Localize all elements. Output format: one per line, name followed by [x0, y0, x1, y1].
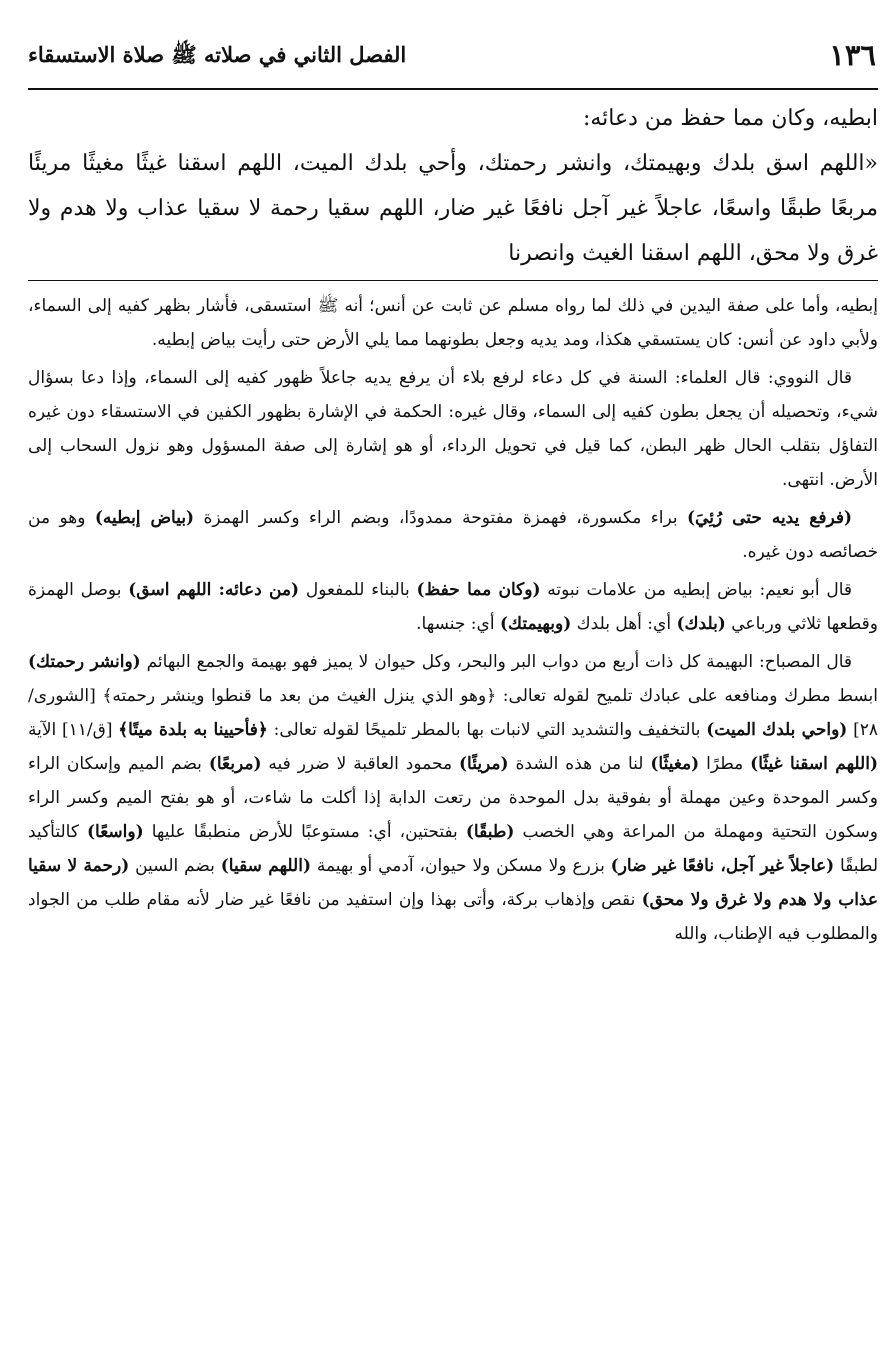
commentary-paragraph-2: قال النووي: قال العلماء: السنة في كل دعاء لرفع بلاء أن يرفع يديه جاعلاً ظهور كفيه إلى السماء، وإذا دعا بسؤال شيء، وتحصيله أن يجعل بطون كفيه إلى السماء، وقال غيره: الحكمة في الإشارة بظهور الكفين في الاستسقاء دون غيره التفاؤل بتقلب الحال ظهر البطن، كما قيل في تحويل الرداء، أو هو إشارة إلى صفة المسؤول وهو نزول السحاب إلى الأرض. انتهى.: [28, 368, 878, 490]
lemma: (عاجلاً غير آجل، نافعًا غير ضار): [610, 856, 835, 876]
commentary-text: [ق/١١] الآية: [28, 720, 119, 740]
lemma: (واحي بلدك الميت): [706, 720, 848, 740]
commentary-text: لنا من هذه الشدة: [508, 754, 651, 774]
lemma: (مريئًا): [458, 754, 509, 774]
commentary-separator: [28, 280, 878, 281]
commentary-text: أي: أهل بلدك: [571, 614, 677, 634]
commentary-text: قال أبو نعيم: بياض إبطيه من علامات نبوته: [540, 580, 853, 600]
lemma: (مربعًا): [208, 754, 262, 774]
commentary-text: بالتخفيف والتشديد التي لانبات بها بالمطر تلميحًا لقوله تعالى:: [267, 720, 707, 740]
commentary-text: نقص وإذهاب بركة، وأتى بهذا وإن استفيد من نافعًا غير ضار لأنه مقام طلب من الجواد والمطلوب فيه الإطناب، والله: [28, 890, 878, 944]
lemma: ﴿فأحيينا به بلدة ميتًا﴾: [118, 720, 268, 740]
commentary-text: محمود العاقبة لا ضرر فيه: [261, 754, 459, 774]
lemma: (رحمة لا سقيا عذاب ولا هدم ولا غرق ولا محق): [28, 856, 879, 910]
commentary-text: بضم السين: [129, 856, 221, 876]
lemma: (من دعائه: اللهم اسق): [128, 580, 300, 600]
commentary-text: بفتحتين، أي: مستوعبًا للأرض منطبقًا عليها: [143, 822, 466, 842]
commentary-text: أي: جنسها.: [416, 614, 500, 634]
commentary-text: كالتأكيد لطبقًا: [28, 822, 879, 876]
lemma: (اللهم اسقنا غيثًا): [750, 754, 878, 774]
page-number: ١٣٦: [829, 38, 876, 72]
lemma: (وبهيمتك): [499, 614, 572, 634]
commentary-paragraph-5: [28, 645, 878, 951]
lemma: (وانشر رحمتك): [28, 652, 141, 672]
header-rule: [28, 88, 878, 90]
commentary-paragraph-1: إبطيه، وأما على صفة اليدين في ذلك لما رواه مسلم عن ثابت عن أنس؛ أنه ﷺ استسقى، فأشار بظهر كفيه إلى السماء، ولأبي داود عن أنس: كان يستسقي هكذا، ومد يديه وجعل بطونهما مما يلي الأرض حتى رأيت بياض إبطيه.: [28, 296, 878, 350]
commentary-text: وهو من خصائصه دون غيره.: [28, 508, 878, 562]
commentary-paragraph-4: [28, 573, 878, 641]
commentary-text: بضم الميم وإسكان الراء وكسر الموحدة وعين مهملة أو بفوقية بدل الموحدة من رتعت الدابة إذا أكلت ما شاءت، أو هو بفتح الميم وكسر الراء وسكون التحتية ومهملة من المراعة وهي الخصب: [28, 754, 879, 842]
book-page: [28, 38, 878, 955]
running-title: الفصل الثاني في صلاته ﷺ صلاة الاستسقاء: [28, 42, 407, 67]
commentary-text: بالبناء للمفعول: [299, 580, 417, 600]
lemma: (واسعًا): [87, 822, 144, 842]
commentary-text: بوصل الهمزة وقطعها ثلاثي ورباعي: [28, 580, 878, 634]
main-text-dua: «اللهم اسق بلدك وبهيمتك، وانشر رحمتك، وأحي بلدك الميت، اللهم اسقنا غيثًا مغيثًا مريئًا مربعًا طبقًا واسعًا، عاجلاً غير آجل نافعًا غير ضار، اللهم سقيا رحمة لا سقيا عذاب ولا هدم ولا غرق ولا محق، اللهم اسقنا الغيث وانصرنا: [28, 151, 878, 266]
lemma: (مغيثًا): [650, 754, 700, 774]
lemma: (بلدك): [676, 614, 726, 634]
commentary-text: قال المصباح: البهيمة كل ذات أربع من دواب البر والبحر، وكل حيوان لا يميز فهو بهيمة والجمع البهائم: [140, 652, 853, 672]
lemma: (اللهم سقيا): [220, 856, 311, 876]
commentary: [28, 289, 878, 951]
commentary-text: براء مكسورة، فهمزة مفتوحة ممدودًا، وبضم الراء وكسر الهمزة: [194, 508, 688, 528]
lemma: (طبقًا): [465, 822, 515, 842]
page-header: [28, 38, 878, 88]
commentary-text: ابسط مطرك ومنافعه على عبادك تلميح لقوله تعالى: ﴿وهو الذي ينزل الغيث من بعد ما قنطوا وينشر رحمته﴾ [الشورى/٢٨]: [28, 686, 878, 740]
main-text: [28, 96, 878, 276]
commentary-text: بزرع ولا مسكن ولا حيوان، آدمي أو بهيمة: [311, 856, 611, 876]
lemma: (بياض إبطيه): [94, 508, 195, 528]
commentary-paragraph-3: [28, 501, 878, 569]
main-text-intro: ابطيه، وكان مما حفظ من دعائه:: [582, 106, 878, 131]
lemma: (وكان مما حفظ): [416, 580, 541, 600]
commentary-text: مطرًا: [699, 754, 751, 774]
lemma: (فرفع يديه حتى رُئِيَ): [687, 508, 852, 528]
